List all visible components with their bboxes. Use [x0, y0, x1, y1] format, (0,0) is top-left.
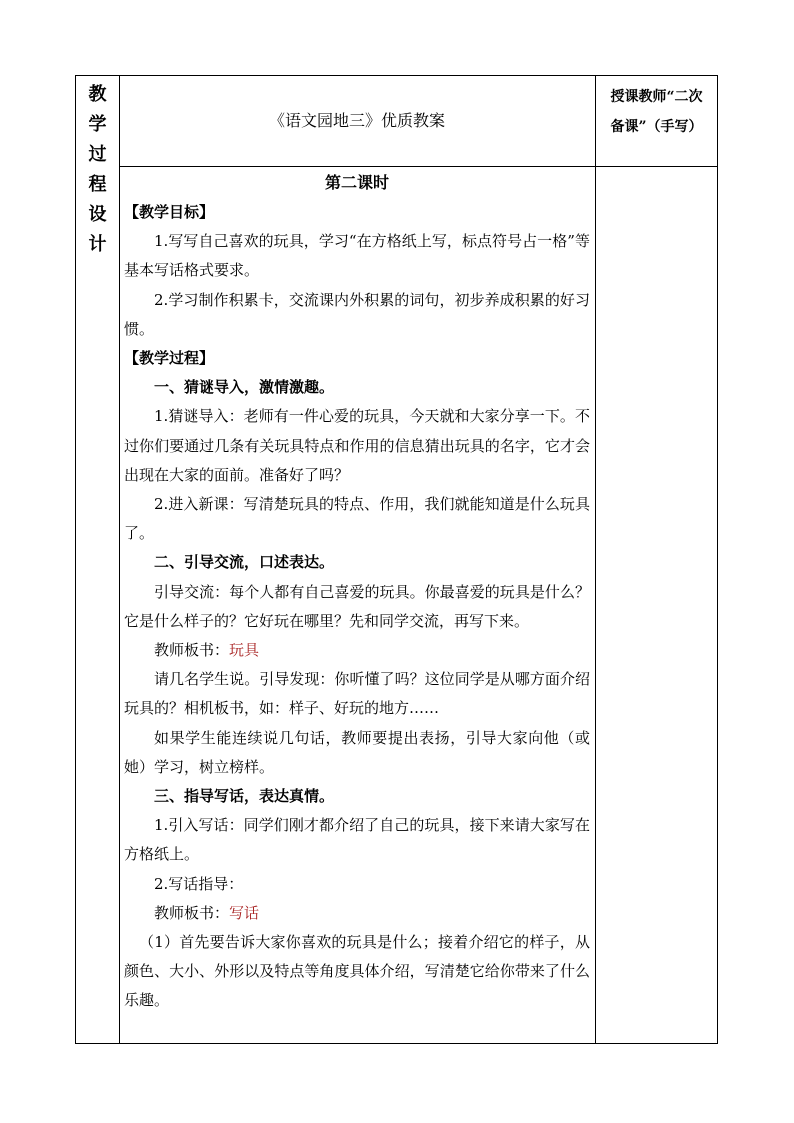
left-char: 程 — [88, 174, 107, 195]
paragraph: 引导交流：每个人都有自己喜爱的玩具。你最喜爱的玩具是什么？它是什么样子的？它好玩在哪里？先和同学交流，再写下来。 — [124, 582, 590, 630]
goals-heading: 【教学目标】 — [124, 203, 215, 221]
section-heading: 一、猜谜导入，激情激趣。 — [154, 378, 335, 397]
board-value: 玩具 — [229, 641, 260, 660]
process-heading: 【教学过程】 — [124, 349, 215, 368]
process-design-label — [76, 76, 119, 260]
paragraph: 如果学生能连续说几句话，教师要提出表扬，引导大家向他（或她）学习，树立榜样。 — [124, 728, 590, 776]
left-char: 过 — [88, 144, 107, 165]
paragraph: 请几名学生说。引导发现：你听懂了吗？这位同学是从哪方面介绍玩具的？相机板书，如：样子、好玩的地方…… — [124, 670, 590, 718]
lesson-content — [124, 168, 590, 1016]
paragraph: 1.猜谜导入：老师有一件心爱的玩具，今天就和大家分享一下。不过你们要通过几条有关玩具特点和作用的信息猜出玩具的名字，它才会出现在大家的面前。准备好了吗？ — [124, 407, 590, 484]
teacher-notes-heading: 授课教师“二次备课”（手写） — [610, 89, 703, 135]
left-char: 计 — [88, 234, 107, 255]
goal-item: 2.学习制作积累卡，交流课内外积累的词句，初步养成积累的好习惯。 — [124, 290, 590, 338]
document-title: 《语文园地三》优质教案 — [268, 110, 445, 130]
board-note — [124, 899, 590, 928]
header-row-divider — [119, 166, 718, 167]
left-char: 学 — [88, 114, 107, 135]
lesson-subtitle: 第二课时 — [324, 173, 389, 192]
paragraph: 1.引入写话：同学们刚才都介绍了自己的玩具，接下来请大家写在方格纸上。 — [124, 816, 590, 864]
board-label: 教师板书： — [154, 903, 230, 922]
paragraph: （1）首先要告诉大家你喜欢的玩具是什么；接着介绍它的样子，从颜色、大小、外形以及特点等角度具体介绍，写清楚它给你带来了什么乐趣。 — [124, 933, 590, 1010]
goal-item: 1.写写自己喜欢的玩具，学习“在方格纸上写，标点符号占一格”等基本写话格式要求。 — [124, 232, 590, 280]
left-char: 教 — [88, 84, 107, 105]
column-divider-left — [119, 75, 120, 1044]
left-char: 设 — [88, 204, 107, 225]
column-divider-right — [595, 75, 596, 1044]
section-heading: 二、引导交流，口述表达。 — [154, 553, 335, 572]
document-title-cell — [120, 76, 594, 166]
paragraph: 2.进入新课：写清楚玩具的特点、作用，我们就能知道是什么玩具了。 — [124, 495, 590, 543]
section-heading: 三、指导写话，表达真情。 — [154, 787, 335, 806]
board-label: 教师板书： — [154, 641, 230, 660]
board-value: 写话 — [229, 903, 260, 922]
board-note — [124, 636, 590, 665]
paragraph: 2.写话指导： — [154, 874, 244, 893]
